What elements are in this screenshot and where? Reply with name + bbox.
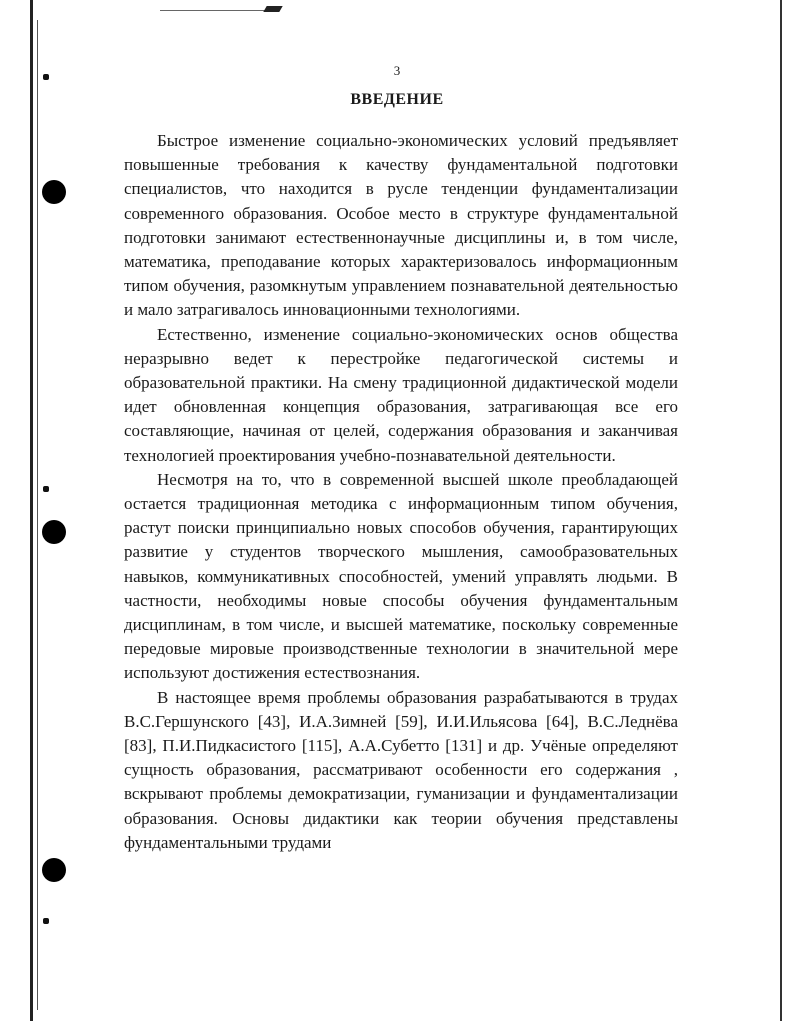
punch-hole [42,180,66,204]
scan-edge-left [30,0,33,1021]
scan-top-line [160,10,280,11]
punch-hole [42,858,66,882]
scan-speck [43,486,49,492]
scan-speck [43,918,49,924]
scan-top-mark [263,6,282,12]
page-title: ВВЕДЕНИЕ [350,91,444,108]
paragraph-1: Быстрое изменение социально-экономических условий предъявляет повышенные требования к качеству фундаментальной подготовки специалистов, что находится в русле тенденции фундаментализации современного образования. Особое место в структуре фундаментальной подготовки занимают естественнонаучные дисциплины и, в том числе, математика, преподавание которых характеризовалось информационным типом обучения, разомкнутым управлением познавательной деятельностью и мало затрагивалось инновационными технологиями. [124,131,678,320]
page-number: 3 [393,63,401,78]
scan-edge-right [780,0,782,1021]
document-body [124,129,678,855]
paragraph-2: Естественно, изменение социально-экономических основ общества неразрывно ведет к перестройке педагогической системы и образовательной практики. На смену традиционной дидактической модели идет обновленная концепция образования, затрагивающая все его составляющие, начиная от целей, содержания образования и заканчивая технологией проектирования учебно-познавательной деятельности. [124,324,678,465]
paragraph-3: Несмотря на то, что в современной высшей школе преобладающей остается традиционная методика с информационным типом обучения, растут поиски принципиально новых способов обучения, гарантирующих развитие у студентов творческого мышления, самообразовательных навыков, коммуникативных способностей, умений управлять людьми. В частности, необходимы новые способы обучения фундаментальным дисциплинам, в том числе, и высшей математике, поскольку современные передовые мировые производственные технологии в значительной мере используют достижения естествознания. [124,469,678,683]
punch-hole [42,520,66,544]
scan-edge-inner [37,20,38,1010]
paragraph-4: В настоящее время проблемы образования разрабатываются в трудах В.С.Гершунского [43], И.А.Зимней [59], И.И.Ильясова [64], В.С.Леднёва [83], П.И.Пидкасистого [115], А.А.Субетто [131] и др. Учёные определяют сущность образования, рассматривают особенности его содержания , вскрывают проблемы демократизации, гуманизации и фундаментализации образования. Основы дидактики как теории обучения представлены фундаментальными трудами [124,687,678,852]
